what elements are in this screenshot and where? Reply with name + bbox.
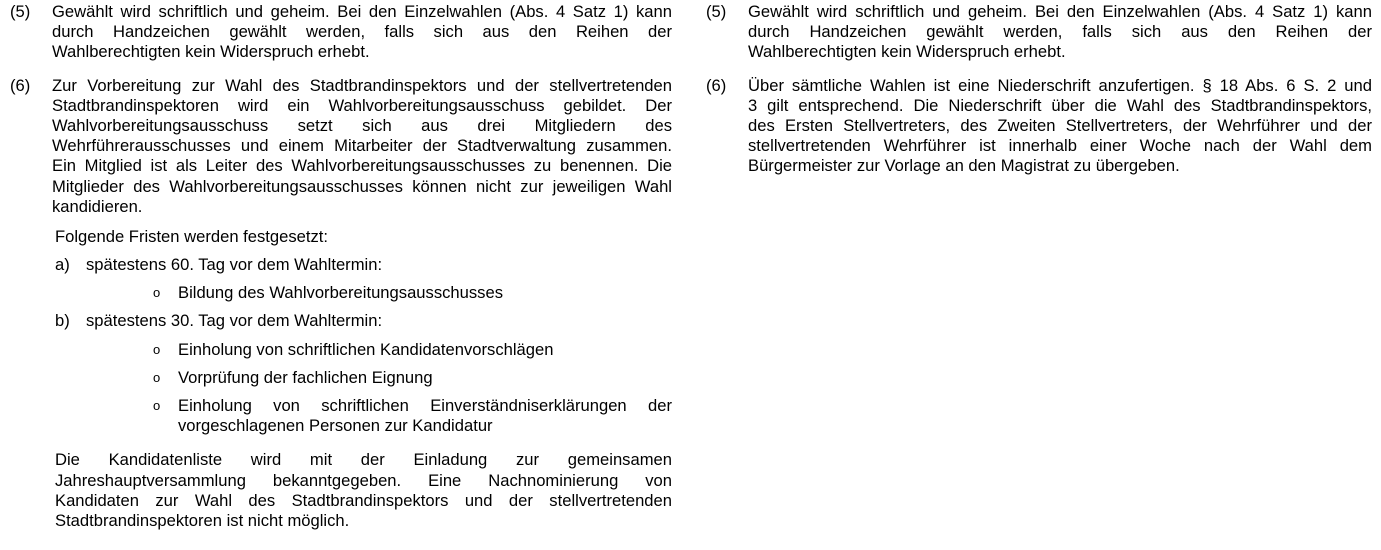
text-line: kandidieren. <box>52 196 143 216</box>
bullet-text-line: vorgeschlagenen Personen zur Kandidatur <box>178 416 493 436</box>
right-paragraph-5 <box>706 2 1372 63</box>
text-line: Bürgermeister zur Vorlage an den Magistrat zu übergeben. <box>748 156 1180 176</box>
text-line: stellvertretenden Wehrführer ist innerhalb einer Woche nach der Wahl dem <box>748 136 1372 156</box>
text-line: des Ersten Stellvertreters, des Zweiten Stellvertreters, der Wehrführer und der <box>748 116 1372 136</box>
paragraph-text <box>52 2 672 63</box>
paragraph-number: (5) <box>706 2 727 21</box>
deadlines-intro: Folgende Fristen werden festgesetzt: <box>55 227 329 247</box>
item-letter: a) <box>55 255 70 275</box>
paragraph-text <box>52 76 672 217</box>
left-paragraph-6 <box>10 76 672 217</box>
bullet-marker: o <box>153 398 161 414</box>
left-paragraph-5 <box>10 2 672 63</box>
text-line: Stadtbrandinspektoren ist nicht möglich. <box>55 511 350 531</box>
text-line: Die Kandidatenliste wird mit der Einladung zur gemeinsamen <box>55 450 672 470</box>
bullet-marker: o <box>153 369 161 385</box>
text-line: Wahlberechtigten kein Widerspruch erhebt. <box>748 42 1066 62</box>
text-line: Wehrführerausschusses und einem Mitarbeiter der Stadtverwaltung zusammen. <box>52 136 672 156</box>
text-line: 3 gilt entsprechend. Die Niederschrift über die Wahl des Stadtbrandinspektors, <box>748 95 1372 115</box>
text-line: Gewählt wird schriftlich und geheim. Bei den Einzelwahlen (Abs. 4 Satz 1) kann <box>748 2 1372 21</box>
list-item <box>153 340 672 360</box>
paragraph-number: (6) <box>10 75 31 95</box>
text-line: Wahlberechtigten kein Widerspruch erhebt. <box>52 42 370 62</box>
text-line: Jahreshauptversammlung bekanntgegeben. Eine Nachnominierung von <box>55 470 672 490</box>
text-line: Ein Mitglied ist als Leiter des Wahlvorbereitungsausschusses zu benennen. Die <box>52 156 672 176</box>
bullet-text: Einholung von schriftlichen Kandidatenvorschlägen <box>178 339 554 359</box>
bullet-text: Vorprüfung der fachlichen Eignung <box>178 367 433 387</box>
text-line: durch Handzeichen gewählt werden, falls sich aus den Reihen der <box>52 22 672 42</box>
item-letter: b) <box>55 311 70 331</box>
candidate-list-paragraph <box>10 450 672 531</box>
paragraph-text <box>748 2 1372 63</box>
right-column <box>706 2 1372 177</box>
item-text: spätestens 60. Tag vor dem Wahltermin: <box>86 255 383 275</box>
bullet-list-b <box>55 340 672 437</box>
text-line: Wahlvorbereitungsausschuss setzt sich aus drei Mitgliedern des <box>52 116 672 136</box>
list-item <box>153 283 672 303</box>
list-item <box>153 368 672 388</box>
text-line: Stadtbrandinspektoren wird ein Wahlvorbereitungsausschuss gebildet. Der <box>52 95 672 115</box>
bullet-text-line: Einholung von schriftlichen Einverständniserklärungen der <box>178 396 672 416</box>
text-line: Gewählt wird schriftlich und geheim. Bei den Einzelwahlen (Abs. 4 Satz 1) kann <box>52 2 672 21</box>
bullet-list-a <box>55 283 672 303</box>
text-line: durch Handzeichen gewählt werden, falls sich aus den Reihen der <box>748 22 1372 42</box>
deadline-item-b <box>55 311 672 331</box>
paragraph-number: (5) <box>10 2 31 21</box>
text-line: Zur Vorbereitung zur Wahl des Stadtbrandinspektors und der stellvertretenden <box>52 75 672 95</box>
bullet-marker: o <box>153 341 161 357</box>
list-item <box>153 396 672 436</box>
deadline-item-a <box>55 255 672 275</box>
right-paragraph-6 <box>706 76 1372 177</box>
paragraph-number: (6) <box>706 75 727 95</box>
text-line: Über sämtliche Wahlen ist eine Niederschrift anzufertigen. § 18 Abs. 6 S. 2 und <box>748 75 1372 95</box>
paragraph-text <box>748 76 1372 177</box>
text-line: Kandidaten zur Wahl des Stadtbrandinspektors und der stellvertretenden <box>55 490 672 510</box>
item-text: spätestens 30. Tag vor dem Wahltermin: <box>86 311 383 331</box>
deadlines-block <box>10 227 672 436</box>
bullet-text: Bildung des Wahlvorbereitungsausschusses <box>178 283 503 303</box>
left-column <box>10 2 672 531</box>
text-line: Mitglieder des Wahlvorbereitungsausschusses können nicht zur jeweiligen Wahl <box>52 176 672 196</box>
bullet-marker: o <box>153 285 161 301</box>
